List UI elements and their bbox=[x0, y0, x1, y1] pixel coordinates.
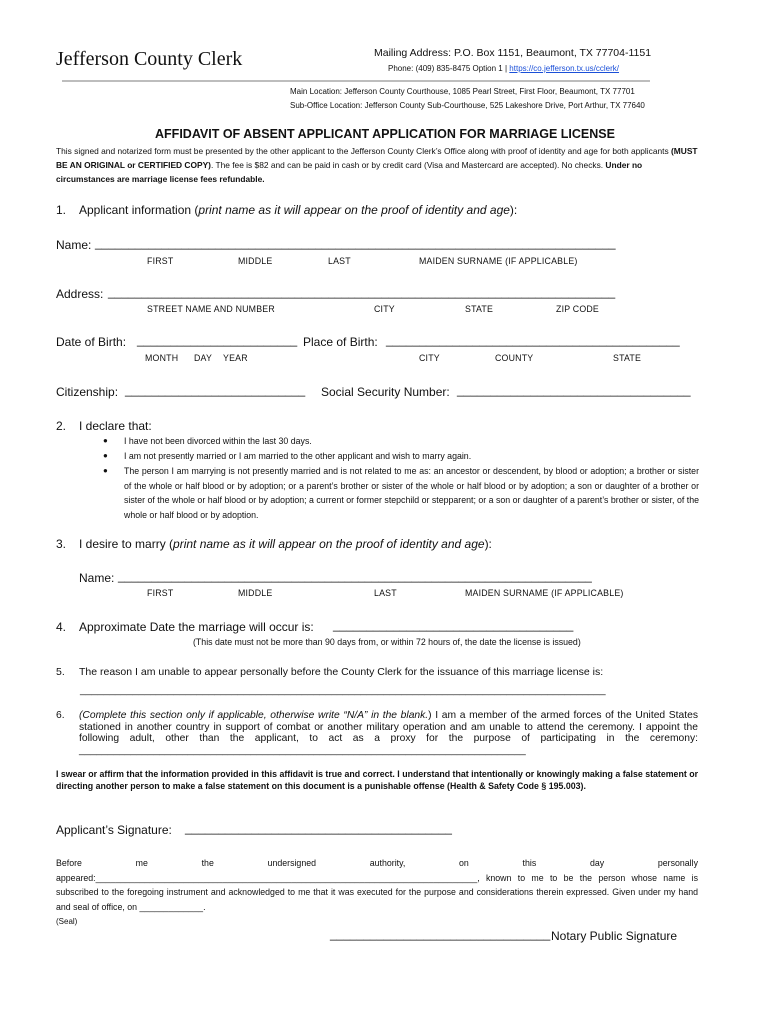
intro-bold-2: Under no circumstances are marriage license fees refundable. bbox=[56, 160, 643, 184]
heading-italic: print name as it will appear on the proof of identity and age bbox=[173, 537, 485, 551]
sub-last: LAST bbox=[374, 588, 397, 598]
intro-bold: (MUST BE AN ORIGINAL or CERTIFIED COPY) bbox=[56, 146, 698, 170]
header-divider bbox=[62, 80, 650, 82]
proxy-instruction: (Complete this section only if applicable, otherwise write “N/A” in the blank. bbox=[79, 710, 429, 721]
section-3-number: 3. bbox=[56, 537, 67, 551]
sub-pob-city: CITY bbox=[419, 353, 440, 363]
section-6-number: 6. bbox=[56, 710, 65, 721]
county-clerk-title: Jefferson County Clerk bbox=[56, 48, 243, 70]
section-4-number: 4. bbox=[56, 620, 67, 634]
ssn-field[interactable]: ___________________________________ bbox=[457, 383, 691, 397]
sub-zip: ZIP CODE bbox=[556, 304, 599, 314]
sub-maiden: MAIDEN SURNAME (IF APPLICABLE) bbox=[465, 588, 624, 598]
citizenship-field[interactable]: ___________________________ bbox=[125, 383, 306, 397]
heading-text: I desire to marry ( bbox=[79, 537, 174, 551]
citizenship-label: Citizenship: bbox=[56, 385, 119, 399]
sub-middle: MIDDLE bbox=[238, 256, 273, 266]
ssn-label: Social Security Number: bbox=[321, 385, 450, 399]
sub-first: FIRST bbox=[147, 256, 174, 266]
section-1-heading bbox=[79, 203, 517, 217]
applicant-signature-field[interactable]: ________________________________________ bbox=[185, 821, 452, 835]
sub-maiden: MAIDEN SURNAME (IF APPLICABLE) bbox=[419, 256, 578, 266]
phone-line bbox=[388, 64, 619, 73]
marriage-date-field[interactable]: ____________________________________ bbox=[333, 618, 574, 632]
marriage-date-note: (This date must not be more than 90 days from, or within 72 hours of, the date the license is issued) bbox=[193, 637, 581, 647]
section-5-number: 5. bbox=[56, 666, 65, 678]
applicant-signature-label: Applicant’s Signature: bbox=[56, 823, 172, 837]
proxy-text: ) I am a member of the armed forces of the United States stationed in another country in support of combat or another military operation and am unable to attend the ceremony. I appoint the following adult, other than the applicant, to act as a proxy for the purpose of participating in the ceremony: ______________________________________________________________________________ bbox=[79, 710, 698, 756]
section-2-heading: I declare that: bbox=[79, 419, 152, 433]
sub-day: DAY bbox=[194, 353, 213, 363]
name-label: Name: bbox=[56, 238, 92, 252]
pob-field[interactable]: ____________________________________________ bbox=[386, 333, 680, 347]
sub-month: MONTH bbox=[145, 353, 179, 363]
notary-signature-label: Notary Public Signature bbox=[551, 929, 678, 943]
bullet-dot: ● bbox=[103, 436, 108, 445]
intro-text-2: . The fee is $82 and can be paid in cash or by credit card (Visa and Mastercard are accepted). No checks. bbox=[210, 160, 606, 170]
section-3-heading bbox=[79, 537, 492, 551]
sub-state: STATE bbox=[465, 304, 494, 314]
address-label: Address: bbox=[56, 287, 104, 301]
form-title: AFFIDAVIT OF ABSENT APPLICANT APPLICATION FOR MARRIAGE LICENSE bbox=[155, 127, 615, 141]
declaration-item: The person I am marrying is not presently married and is not related to me as: an ancestor or descendent, by blood or adoption; a brother or sister of the whole or half blood or by adoption; or a parent’s brother or sister of the whole or half blood or by adoption; a son or daughter of a brother or sister of the whole or half blood or by adoption; a current or former stepchild or stepparent; or a son or daughter of a parent’s brother or sister, of the whole or half blood or by adoption. bbox=[124, 466, 699, 520]
main-location: Main Location: Jefferson County Courthouse, 1085 Pearl Street, First Floor, Beaumont, TX 77701 bbox=[290, 87, 635, 96]
heading-italic: print name as it will appear on the proof of identity and age bbox=[198, 203, 510, 217]
reason-field[interactable]: __________________________________________________________________________________________ bbox=[80, 684, 606, 696]
marriage-date-label: Approximate Date the marriage will occur is: bbox=[79, 620, 314, 634]
declaration-item: I have not been divorced within the last 30 days. bbox=[124, 436, 312, 446]
spouse-name-label: Name: bbox=[79, 571, 115, 585]
sub-office-location: Sub-Office Location: Jefferson County Sub-Courthouse, 525 Lakeshore Drive, Port Arthur, TX 77640 bbox=[290, 101, 645, 110]
heading-text: Applicant information ( bbox=[79, 203, 199, 217]
sub-last: LAST bbox=[328, 256, 351, 266]
intro-text: This signed and notarized form must be presented by the other applicant to the Jefferson County Clerk’s Office along with proof of identity and age for both applicants bbox=[56, 146, 671, 156]
website-link[interactable]: https://co.jefferson.tx.us/cclerk/ bbox=[509, 64, 619, 73]
spouse-name-field[interactable]: _______________________________________________________________________ bbox=[118, 569, 592, 583]
heading-end: ): bbox=[509, 203, 518, 217]
declaration-item: I am not presently married or I am married to the other applicant and wish to marry again. bbox=[124, 451, 472, 461]
phone-number: Phone: (409) 835-8475 Option 1 | bbox=[388, 64, 508, 73]
bullet-dot: ● bbox=[103, 451, 108, 460]
sub-pob-state: STATE bbox=[613, 353, 642, 363]
dob-field[interactable]: ________________________ bbox=[137, 333, 298, 347]
reason-label: The reason I am unable to appear personally before the County Clerk for the issuance of this marriage license is: bbox=[79, 666, 604, 678]
applicant-name-field[interactable]: ______________________________________________________________________________ bbox=[95, 236, 616, 250]
address-field[interactable]: ____________________________________________________________________________ bbox=[108, 285, 616, 299]
notary-paragraph: Before me the undersigned authority, on this day personally appeared:______________________________________________________________________________, known to me to be the person whose name is subscribed to the foregoing instrument and acknowledged to me that it was executed for the purpose and considerations therein expressed. Given under my hand and seal of office, on _____________. bbox=[56, 858, 698, 912]
sub-first: FIRST bbox=[147, 588, 174, 598]
oath-statement: I swear or affirm that the information provided in this affidavit is true and correct. I understand that intentionally or knowingly making a false statement or directing another person to make a false statement on this document is a punishable offense (Health & Safety Code § 195.003). bbox=[56, 769, 698, 791]
notary-signature-field[interactable]: _________________________________ bbox=[330, 927, 551, 941]
section-1-number: 1. bbox=[56, 203, 67, 217]
section-2-number: 2. bbox=[56, 419, 67, 433]
pob-label: Place of Birth: bbox=[303, 335, 378, 349]
seal-label: (Seal) bbox=[56, 917, 78, 926]
proxy-paragraph bbox=[79, 710, 698, 756]
intro-paragraph bbox=[56, 144, 701, 186]
sub-year: YEAR bbox=[223, 353, 248, 363]
dob-label: Date of Birth: bbox=[56, 335, 127, 349]
bullet-dot: ● bbox=[103, 466, 108, 475]
sub-pob-county: COUNTY bbox=[495, 353, 534, 363]
heading-end: ): bbox=[484, 537, 492, 551]
sub-city: CITY bbox=[374, 304, 395, 314]
sub-middle: MIDDLE bbox=[238, 588, 273, 598]
sub-street: STREET NAME AND NUMBER bbox=[147, 304, 275, 314]
mailing-address: Mailing Address: P.O. Box 1151, Beaumont, TX 77704-1151 bbox=[374, 47, 652, 59]
